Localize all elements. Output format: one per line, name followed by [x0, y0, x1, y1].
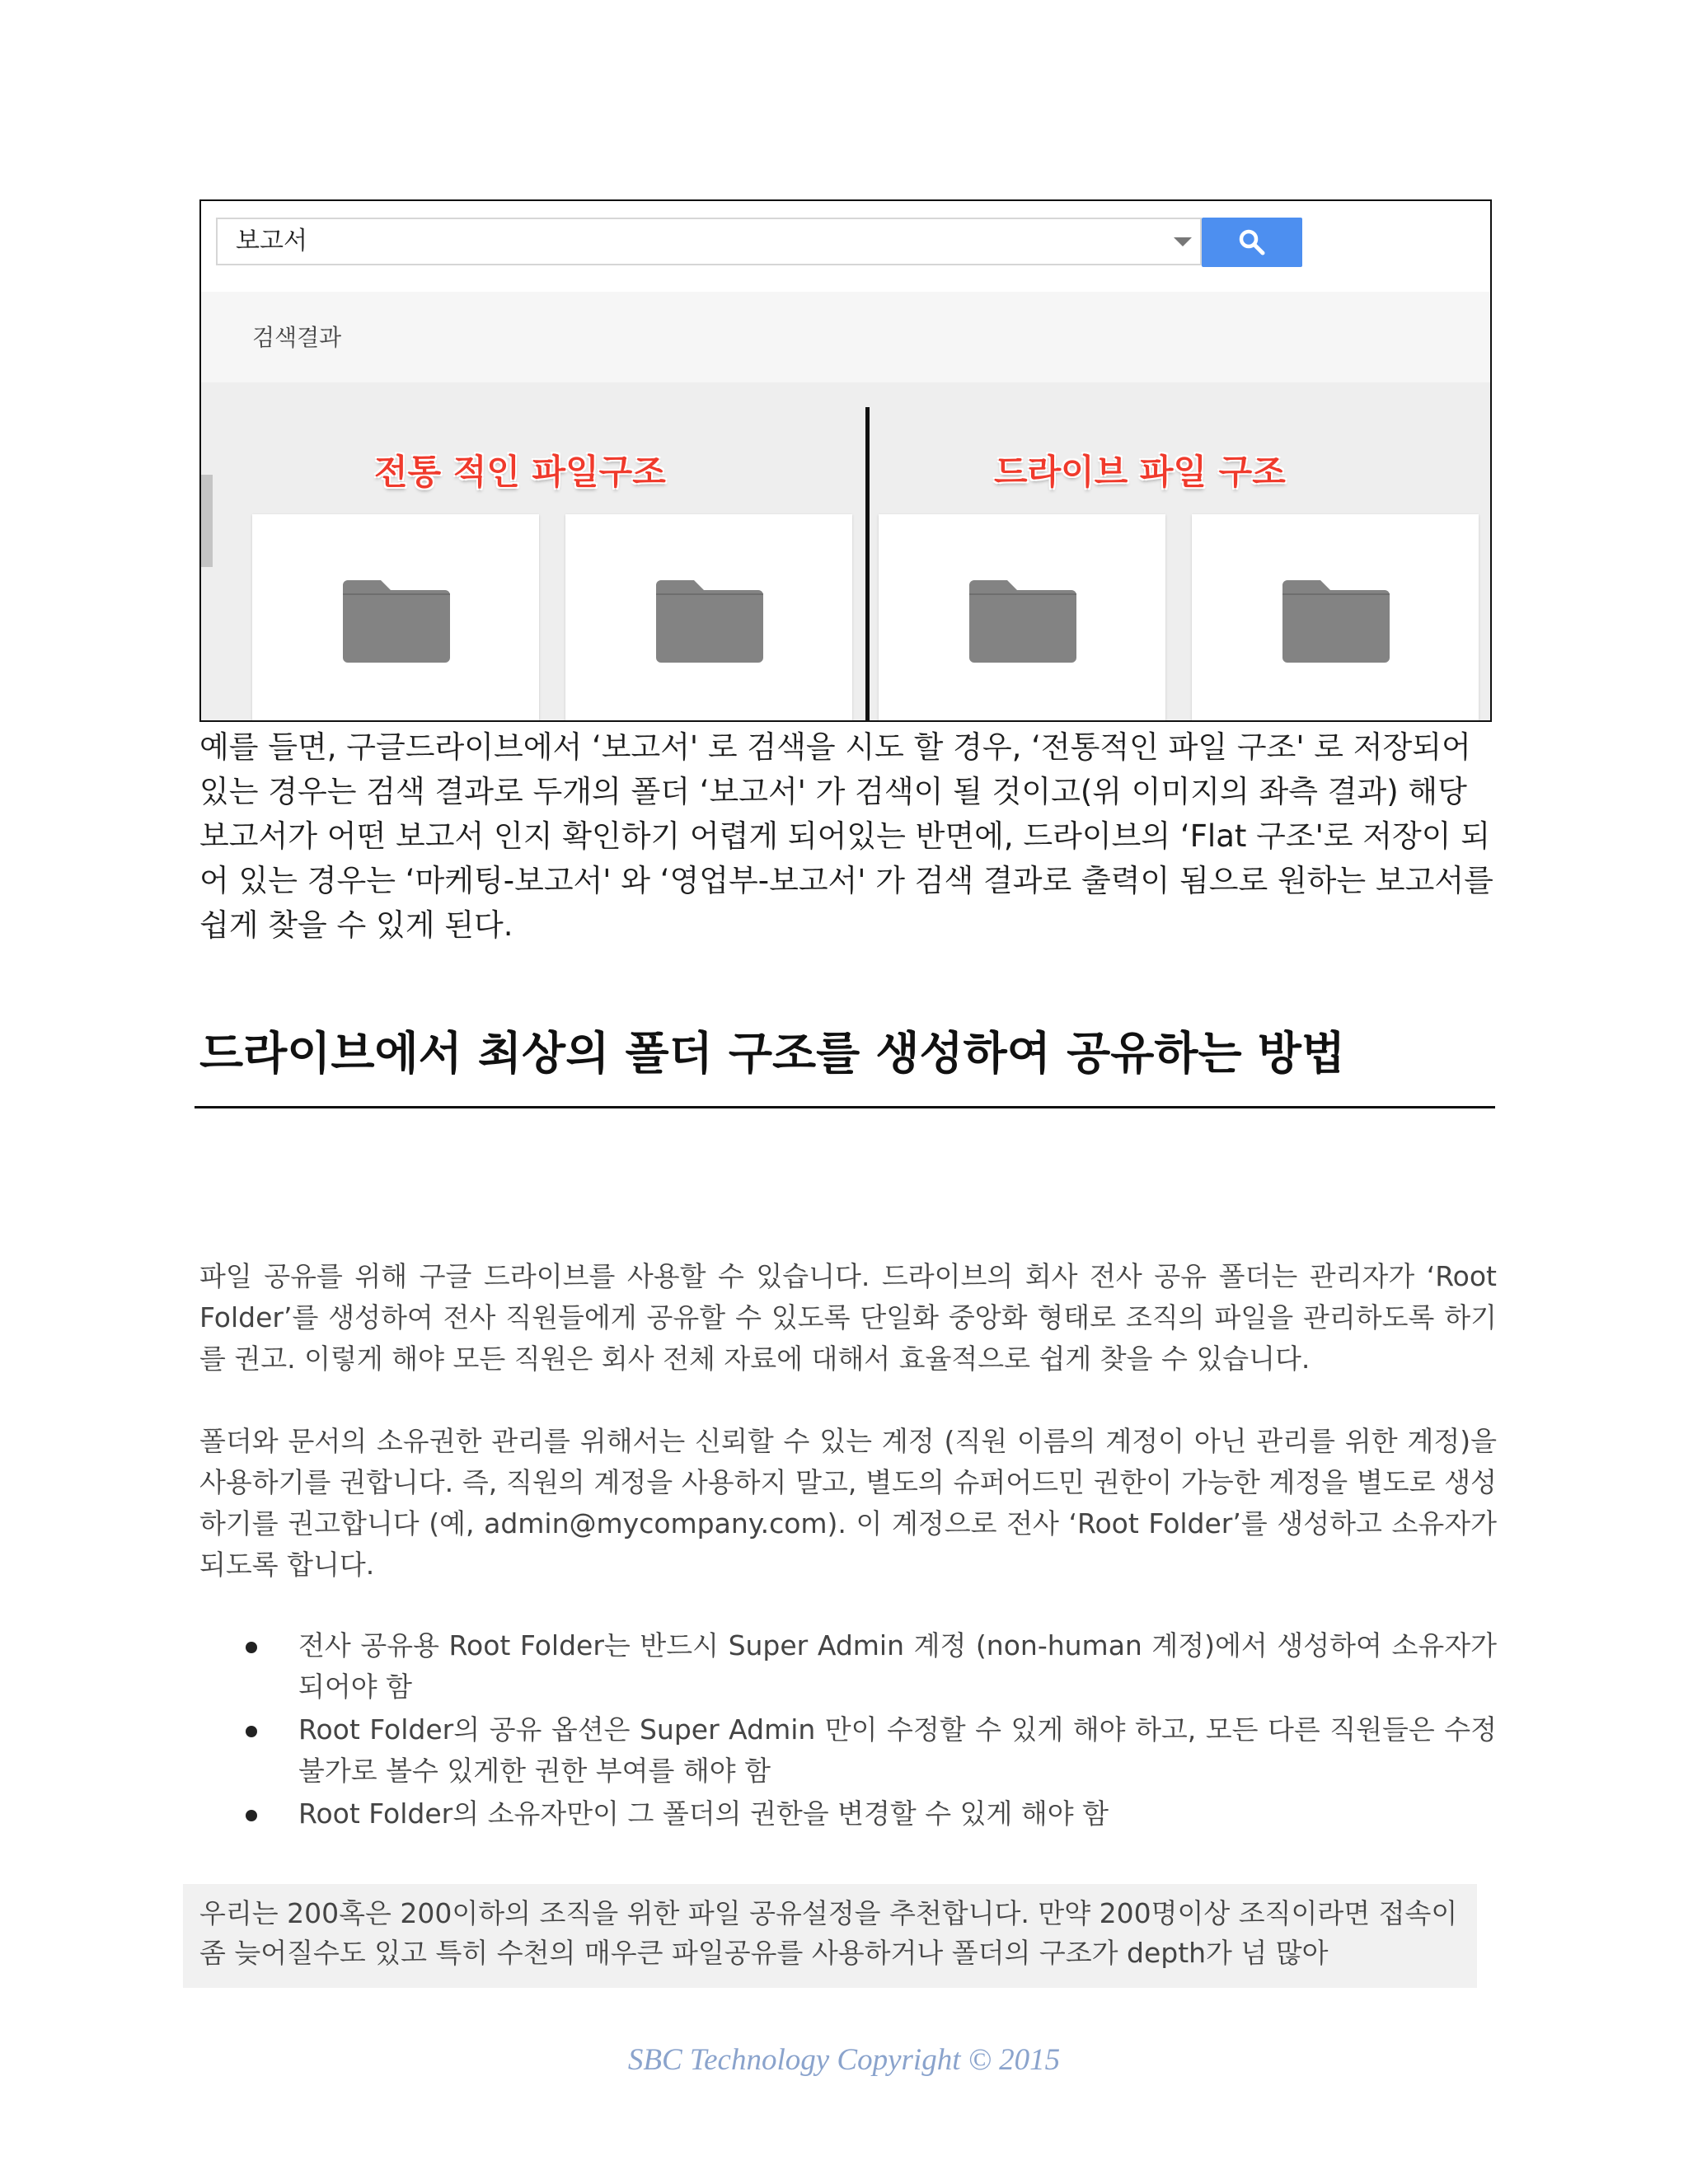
list-item: [199, 1709, 1497, 1792]
ownership-paragraph: 폴더와 문서의 소유권한 관리를 위해서는 신뢰할 수 있는 계정 (직원 이름의 계정이 아닌 관리를 위한 계정)을 사용하기를 권합니다. 즉, 직원의 계정을 사용하지 말고, 별도의 슈퍼어드민 권한이 가능한 계정을 별도로 생성하기를 권고합니다 (예, admin@mycompany.com). 이 계정으로 전사 ‘Root Folder’를 생성하고 소유자가 되도록 합니다.: [199, 1425, 1497, 1581]
folder-card[interactable]: [879, 514, 1165, 722]
list-item: [199, 1793, 1497, 1835]
folder-card[interactable]: [252, 514, 539, 722]
list-item-text: 전사 공유용 Root Folder는 반드시 Super Admin 계정 (non-human 계정)에서 생성하여 소유자가 되어야 함: [298, 1629, 1497, 1703]
bullet-icon: [246, 1810, 257, 1821]
intro-paragraph: 파일 공유를 위해 구글 드라이브를 사용할 수 있습니다. 드라이브의 회사 전사 공유 폴더는 관리자가 ‘Root Folder’를 생성하여 전사 직원들에게 공유할 수 있도록 단일화 중앙화 형태로 조직의 파일을 관리하도록 하기를 권고. 이렇게 해야 모든 직원은 회사 전체 자료에 대해서 효율적으로 쉽게 찾을 수 있습니다.: [199, 1260, 1497, 1375]
bullet-icon: [246, 1642, 257, 1653]
folder-icon: [969, 580, 1076, 663]
note-text: 우리는 200혹은 200이하의 조직을 위한 파일 공유설정을 추천합니다. 만약 200명이상 조직이라면 접속이 좀 늦어질수도 있고 특히 수천의 매우큰 파일공유를 사용하거나 폴더의 구조가 depth가 넘 많아: [199, 1897, 1458, 1969]
search-results-area: [201, 292, 1490, 720]
folder-icon: [656, 580, 763, 663]
heading-rule: [195, 1106, 1495, 1108]
drive-search-screenshot: [199, 199, 1492, 722]
section-heading: 드라이브에서 최상의 폴더 구조를 생성하여 공유하는 방법: [199, 1027, 1346, 1080]
scrollbar-handle[interactable]: [201, 475, 213, 567]
search-button[interactable]: [1202, 218, 1302, 267]
folder-icon: [343, 580, 450, 663]
folder-icon: [1282, 580, 1390, 663]
bullet-icon: [246, 1726, 257, 1737]
annotation-traditional-structure: 전통 적인 파일구조: [374, 452, 666, 492]
list-item-text: Root Folder의 공유 옵션은 Super Admin 만이 수정할 수 있게 해야 하고, 모든 다른 직원들은 수정불가로 볼수 있게한 권한 부여를 해야 함: [298, 1713, 1497, 1787]
recommendation-list: [199, 1625, 1497, 1836]
dropdown-arrow-icon[interactable]: [1174, 237, 1192, 246]
results-label: 검색결과: [252, 324, 342, 351]
comparison-divider: [865, 407, 870, 722]
results-header: [201, 292, 1490, 382]
folder-card[interactable]: [1192, 514, 1479, 722]
example-paragraph: 예를 들면, 구글드라이브에서 ‘보고서' 로 검색을 시도 할 경우, ‘전통적인 파일 구조' 로 저장되어 있는 경우는 검색 결과로 두개의 폴더 ‘보고서' 가 검색이 될 것이고(위 이미지의 좌측 결과) 해당 보고서가 어떤 보고서 인지 확인하기 어렵게 되어있는 반면에, 드라이브의 ‘Flat 구조'로 저장이 되어 있는 경우는 ‘마케팅-보고서' 와 ‘영업부-보고서' 가 검색 결과로 출력이 됨으로 원하는 보고서를 쉽게 찾을 수 있게 된다.: [199, 729, 1493, 943]
folder-card[interactable]: [565, 514, 852, 722]
list-item: [199, 1625, 1497, 1708]
search-bar-area: [201, 201, 1490, 293]
search-icon: [1238, 228, 1266, 256]
page-footer: SBC Technology Copyright © 2015: [627, 2043, 1061, 2077]
search-input[interactable]: 보고서: [216, 218, 1202, 265]
note-box: [183, 1884, 1477, 1988]
list-item-text: Root Folder의 소유자만이 그 폴더의 권한을 변경할 수 있게 해야 함: [298, 1797, 1109, 1830]
annotation-drive-structure: 드라이브 파일 구조: [994, 452, 1286, 492]
